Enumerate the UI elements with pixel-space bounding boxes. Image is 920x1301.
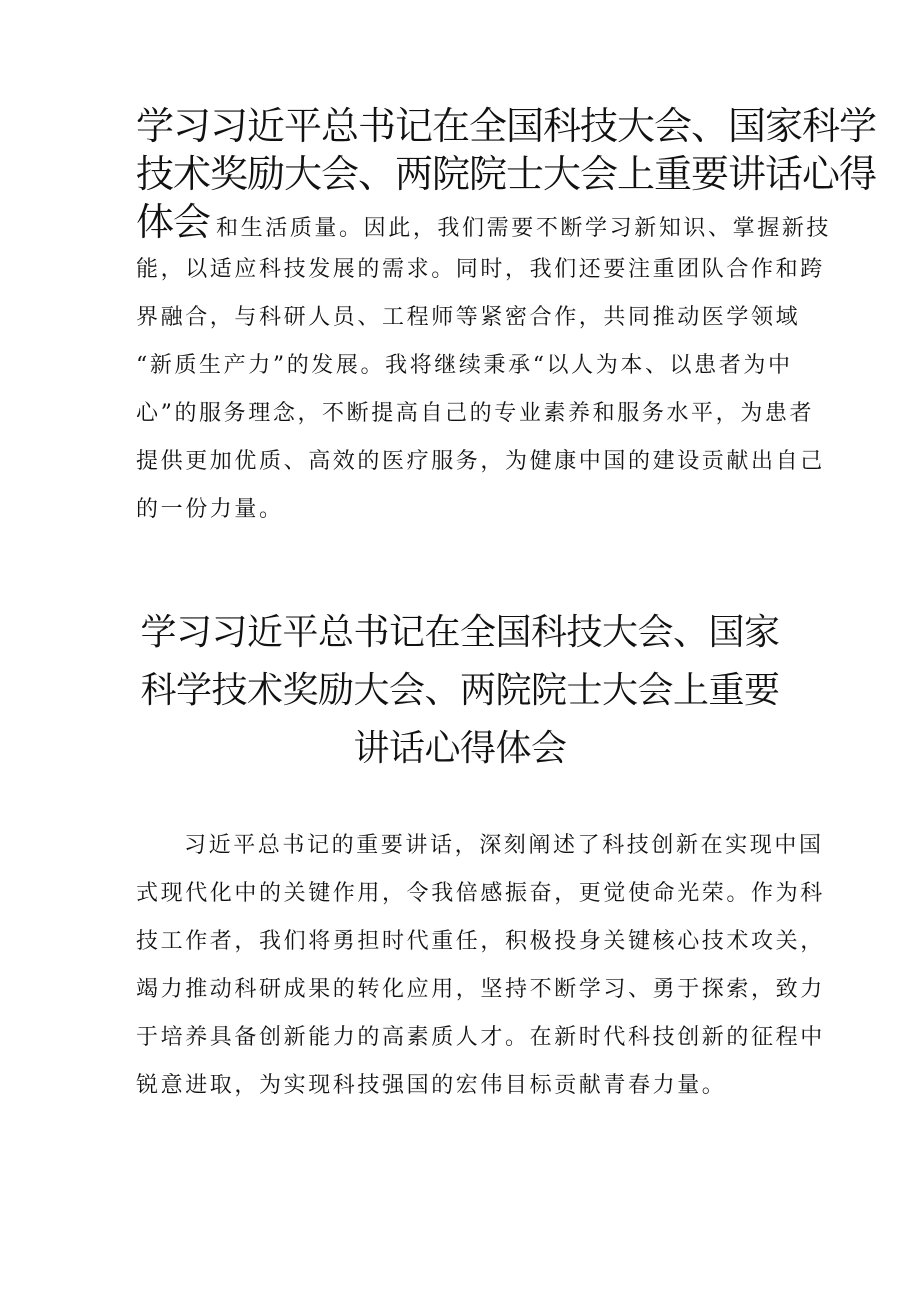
- section-1-paragraph-line: 界融合，与科研人员、工程师等紧密合作，共同推动医学领域: [136, 305, 801, 330]
- section-1-paragraph: [136, 246, 825, 534]
- section-1-paragraph-line: 和生活质量。因此，我们需要不断学习新知识、掌握新技: [216, 216, 832, 241]
- section-2-paragraph-line: 习近平总书记的重要讲话，深刻阐述了科技创新在实现中国: [184, 833, 824, 858]
- section-1: [136, 102, 877, 534]
- section-1-paragraph-line: 心”的服务理念，不断提高自己的专业素养和服务水平，为患者: [136, 401, 815, 426]
- section-1-paragraph-line: 能，以适应科技发展的需求。同时，我们还要注重团队合作和跨: [136, 257, 825, 282]
- section-1-title-line: 体会: [136, 200, 211, 244]
- section-2-paragraph-line: 于培养具备创新能力的高素质人才。在新时代科技创新的征程中: [136, 1025, 825, 1050]
- section-2-paragraph-line: 式现代化中的关键作用，令我倍感振奋，更觉使命光荣。作为科: [136, 881, 825, 906]
- section-2-title: [100, 604, 820, 778]
- section-2-paragraph-line: 竭力推动科研成果的转化应用，坚持不断学习、勇于探索，致力: [136, 977, 825, 1002]
- section-1-paragraph-line: “新质生产力”的发展。我将继续秉承“以人为本、以患者为中: [136, 353, 793, 378]
- section-1-paragraph-line: 提供更加优质、高效的医疗服务，为健康中国的建设贡献出自己: [136, 449, 825, 474]
- section-1-title-line: 技术奖励大会、两院院士大会上重要讲话心得: [136, 152, 877, 196]
- section-2-title-line: 学习习近平总书记在全国科技大会、国家: [140, 612, 780, 653]
- section-2-title-line: 讲话心得体会: [353, 728, 567, 769]
- section-1-paragraph-line: 的一份力量。: [136, 497, 284, 522]
- section-2-paragraph-line: 技工作者，我们将勇担时代重任，积极投身关键核心技术攻关，: [136, 929, 825, 954]
- section-2-paragraph-line: 锐意进取，为实现科技强国的宏伟目标贡献青春力量。: [136, 1073, 727, 1098]
- section-1-title-last-row: [136, 198, 832, 246]
- section-2-paragraph: [136, 822, 825, 1110]
- section-2-title-line: 科学技术奖励大会、两院院士大会上重要: [140, 670, 780, 711]
- section-1-title-line: 学习习近平总书记在全国科技大会、国家科学: [136, 104, 877, 148]
